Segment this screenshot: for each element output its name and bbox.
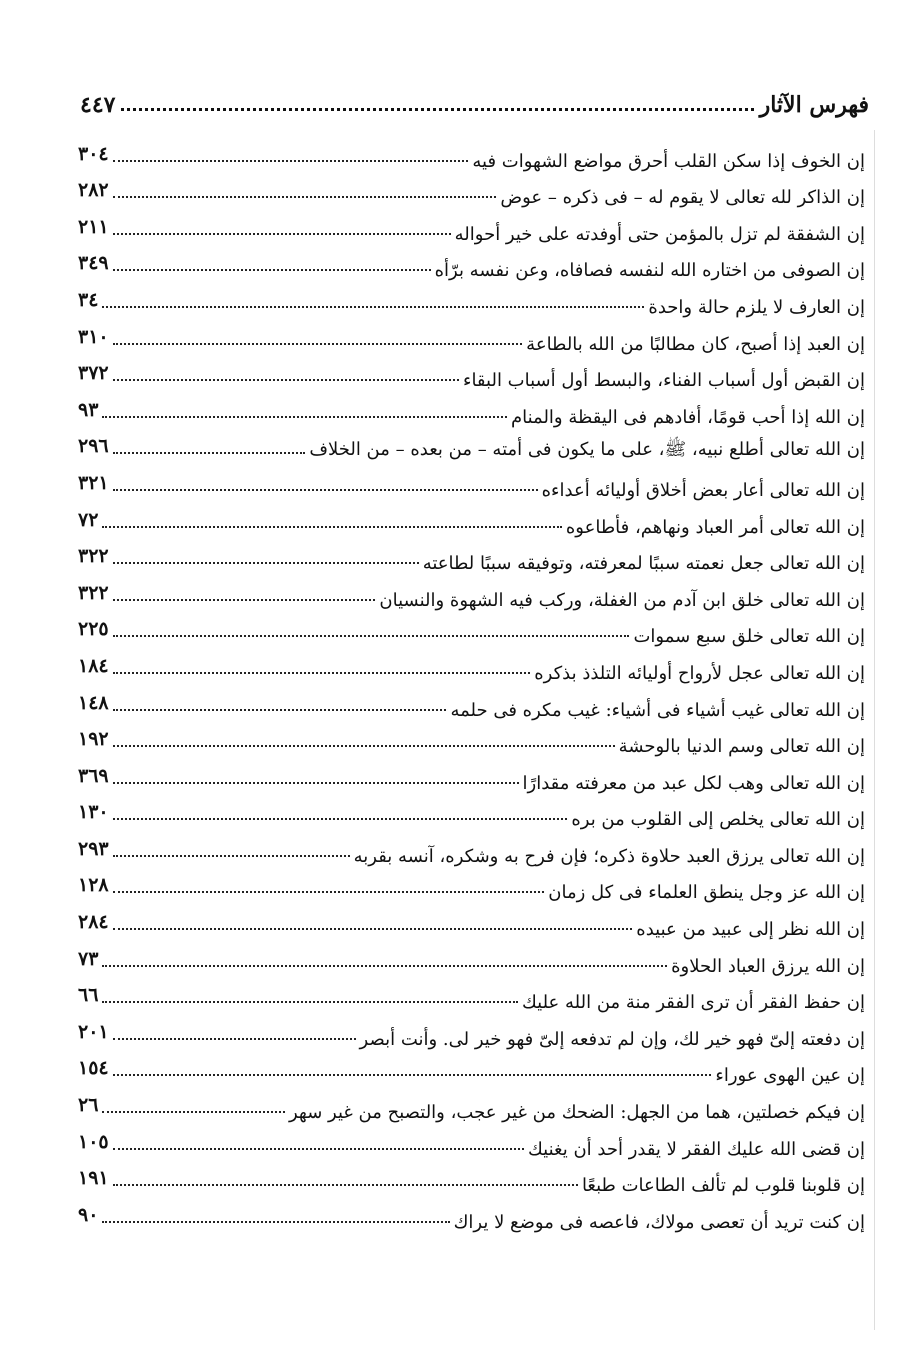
page-number: ٤٤٧ <box>80 92 116 118</box>
entry-text: إن الله تعالى عجل لأرواح أوليائه التلذذ بذكره <box>534 662 865 684</box>
margin-rule <box>874 130 875 1330</box>
entry-page-number: ٩٠ <box>78 1203 99 1226</box>
header-dot-leader <box>121 108 753 111</box>
entry-text: إن الله تعالى خلق سبع سموات <box>633 626 865 648</box>
entry-page-number: ٣٤ <box>78 288 99 311</box>
dot-leader <box>113 818 568 820</box>
dot-leader <box>113 196 497 198</box>
entry-page-number: ٣٢٢ <box>78 545 109 568</box>
dot-leader <box>102 306 644 308</box>
entry-text: إن الله تعالى يرزق العبد حلاوة ذكره؛ فإن فرح به وشكره، آنسه بقربه <box>353 845 865 867</box>
index-entry <box>78 393 865 430</box>
entry-page-number: ١٢٨ <box>78 874 109 897</box>
index-entry <box>78 247 865 284</box>
entry-text: إن الشفقة لم تزل بالمؤمن حتى أوفدته على خير أحواله <box>454 223 865 245</box>
entry-text: إن القبض أول أسباب الفناء، والبسط أول أسباب البقاء <box>462 370 865 392</box>
dot-leader <box>113 672 531 674</box>
index-entry <box>78 466 865 503</box>
entry-page-number: ٧٣ <box>78 947 99 970</box>
index-entry <box>78 1125 865 1162</box>
dot-leader <box>102 526 561 528</box>
dot-leader <box>113 489 538 491</box>
dot-leader <box>113 562 419 564</box>
entry-page-number: ٣١٠ <box>78 325 109 348</box>
entry-text: إن الله تعالى أعار بعض أخلاق أوليائه أعداءه <box>541 479 865 501</box>
dot-leader <box>113 635 630 637</box>
dot-leader <box>113 160 469 162</box>
dot-leader <box>113 1038 356 1040</box>
entry-text: إن العبد إذا أصبح، كان مطالبًا من الله بالطاعة <box>526 333 865 355</box>
entry-page-number: ٣٤٩ <box>78 252 109 275</box>
entry-text: إن فيكم خصلتين، هما من الجهل: الضحك من غير عجب، والتصبح من غير سهر <box>289 1102 865 1124</box>
entry-text: إن الله يرزق العباد الحلاوة <box>671 955 865 977</box>
index-entry <box>78 1162 865 1199</box>
dot-leader <box>113 233 451 235</box>
entry-text: إن الصوفى من اختاره الله لنفسه فصافاه، وعن نفسه برّأه <box>434 260 865 282</box>
dot-leader <box>113 855 350 857</box>
dot-leader <box>113 745 615 747</box>
index-entry <box>78 576 865 613</box>
entry-page-number: ٧٢ <box>78 508 99 531</box>
entry-text: إن دفعته إلىّ فهو خير لك، وإن لم تدفعه إلىّ فهو خير لى. وأنت أبصر <box>359 1028 865 1050</box>
dot-leader <box>102 1221 449 1223</box>
entry-page-number: ٢٩٦ <box>78 435 109 458</box>
page-header <box>80 86 869 118</box>
index-entry <box>78 1088 865 1125</box>
entry-page-number: ٢٨٤ <box>78 911 109 934</box>
entry-page-number: ٣٦٩ <box>78 764 109 787</box>
index-entry <box>78 869 865 906</box>
index-entry <box>78 979 865 1016</box>
index-entry <box>78 686 865 723</box>
dot-leader <box>102 965 667 967</box>
dot-leader <box>102 416 507 418</box>
index-entry <box>78 942 865 979</box>
index-entry <box>78 540 865 577</box>
entry-page-number: ٣٧٢ <box>78 362 109 385</box>
entry-page-number: ٩٣ <box>78 398 99 421</box>
entry-text: إن الله تعالى وهب لكل عبد من معرفته مقدارًا <box>522 772 865 794</box>
dot-leader <box>113 379 459 381</box>
index-entry <box>78 759 865 796</box>
entry-text: إن قلوبنا قلوب لم تألف الطاعات طبعًا <box>581 1175 865 1197</box>
entry-text: إن الله إذا أحب قومًا، أفادهم فى اليقظة والمنام <box>510 406 865 428</box>
entry-text: إن الله تعالى جعل نعمته سببًا لمعرفته، وتوفيقه سببًا لطاعته <box>422 553 865 575</box>
dot-leader <box>113 782 519 784</box>
dot-leader <box>113 709 447 711</box>
entry-page-number: ١٥٤ <box>78 1057 109 1080</box>
index-entry <box>78 503 865 540</box>
entry-page-number: ٢٨٢ <box>78 179 109 202</box>
dot-leader <box>113 1184 578 1186</box>
entry-page-number: ٣٢٢ <box>78 581 109 604</box>
dot-leader <box>113 269 431 271</box>
entry-text: إن العارف لا يلزم حالة واحدة <box>648 296 865 318</box>
index-entry <box>78 796 865 833</box>
entry-text: إن الله تعالى أمر العباد ونهاهم، فأطاعوه <box>565 516 865 538</box>
entry-text: إن حفظ الفقر أن ترى الفقر منة من الله عليك <box>521 992 865 1014</box>
index-entry <box>78 832 865 869</box>
index-entry <box>78 320 865 357</box>
index-entry <box>78 1015 865 1052</box>
entry-page-number: ٢٦ <box>78 1094 99 1117</box>
entry-page-number: ٢٩٣ <box>78 837 109 860</box>
dot-leader <box>113 891 545 893</box>
entry-page-number: ٣٠٤ <box>78 142 109 165</box>
dot-leader <box>113 343 523 345</box>
entry-page-number: ٢١١ <box>78 215 109 238</box>
dot-leader <box>113 928 633 930</box>
index-entry <box>78 174 865 211</box>
index-entry <box>78 905 865 942</box>
entry-text: إن عين الهوى عوراء <box>715 1065 865 1087</box>
entry-text: إن الله عز وجل ينطق العلماء فى كل زمان <box>548 882 865 904</box>
dot-leader <box>102 1111 285 1113</box>
entry-page-number: ٢٢٥ <box>78 618 109 641</box>
index-entry <box>78 649 865 686</box>
index-entry <box>78 357 865 394</box>
entry-text: إن الله تعالى أطلع نبيه، ﷺ، على ما يكون فى أمته – من بعده – من الخلاف <box>309 439 865 461</box>
index-entry <box>78 137 865 174</box>
entry-text: إن الذاكر لله تعالى لا يقوم له – فى ذكره – عوض <box>500 187 865 209</box>
entry-page-number: ١٤٨ <box>78 691 109 714</box>
dot-leader <box>113 452 306 454</box>
index-entry <box>78 1052 865 1089</box>
index-entry <box>78 613 865 650</box>
entry-page-number: ١٠٥ <box>78 1130 109 1153</box>
entry-page-number: ١٨٤ <box>78 654 109 677</box>
entry-page-number: ١٩١ <box>78 1167 109 1190</box>
index-entry <box>78 210 865 247</box>
entry-text: إن الله تعالى يخلص إلى القلوب من بره <box>571 809 865 831</box>
entry-page-number: ٦٦ <box>78 984 99 1007</box>
entry-page-number: ٣٢١ <box>78 471 109 494</box>
entry-text: إن الله تعالى خلق ابن آدم من الغفلة، وركب فيه الشهوة والنسيان <box>379 589 865 611</box>
dot-leader <box>113 1148 524 1150</box>
entry-page-number: ١٣٠ <box>78 801 109 824</box>
entry-text: إن الله تعالى غيب أشياء فى أشياء: غيب مكره فى حلمه <box>450 699 865 721</box>
entry-text: إن كنت تريد أن تعصى مولاك، فاعصه فى موضع لا يراك <box>453 1211 865 1233</box>
entry-text: إن الله نظر إلى عبيد من عبيده <box>636 919 865 941</box>
index-entry <box>78 723 865 760</box>
entry-text: إن الله تعالى وسم الدنيا بالوحشة <box>618 736 865 758</box>
dot-leader <box>113 599 376 601</box>
index-entries-list <box>78 137 865 1235</box>
entry-page-number: ٢٠١ <box>78 1020 109 1043</box>
dot-leader <box>102 1001 518 1003</box>
entry-page-number: ١٩٢ <box>78 728 109 751</box>
entry-text: إن قضى الله عليك الفقر لا يقدر أحد أن يغنيك <box>528 1138 865 1160</box>
index-entry <box>78 1198 865 1235</box>
index-entry <box>78 430 865 467</box>
page-title: فهرس الآثار <box>759 92 869 118</box>
index-entry <box>78 283 865 320</box>
dot-leader <box>113 1074 712 1076</box>
entry-text: إن الخوف إذا سكن القلب أحرق مواضع الشهوات فيه <box>472 150 865 172</box>
